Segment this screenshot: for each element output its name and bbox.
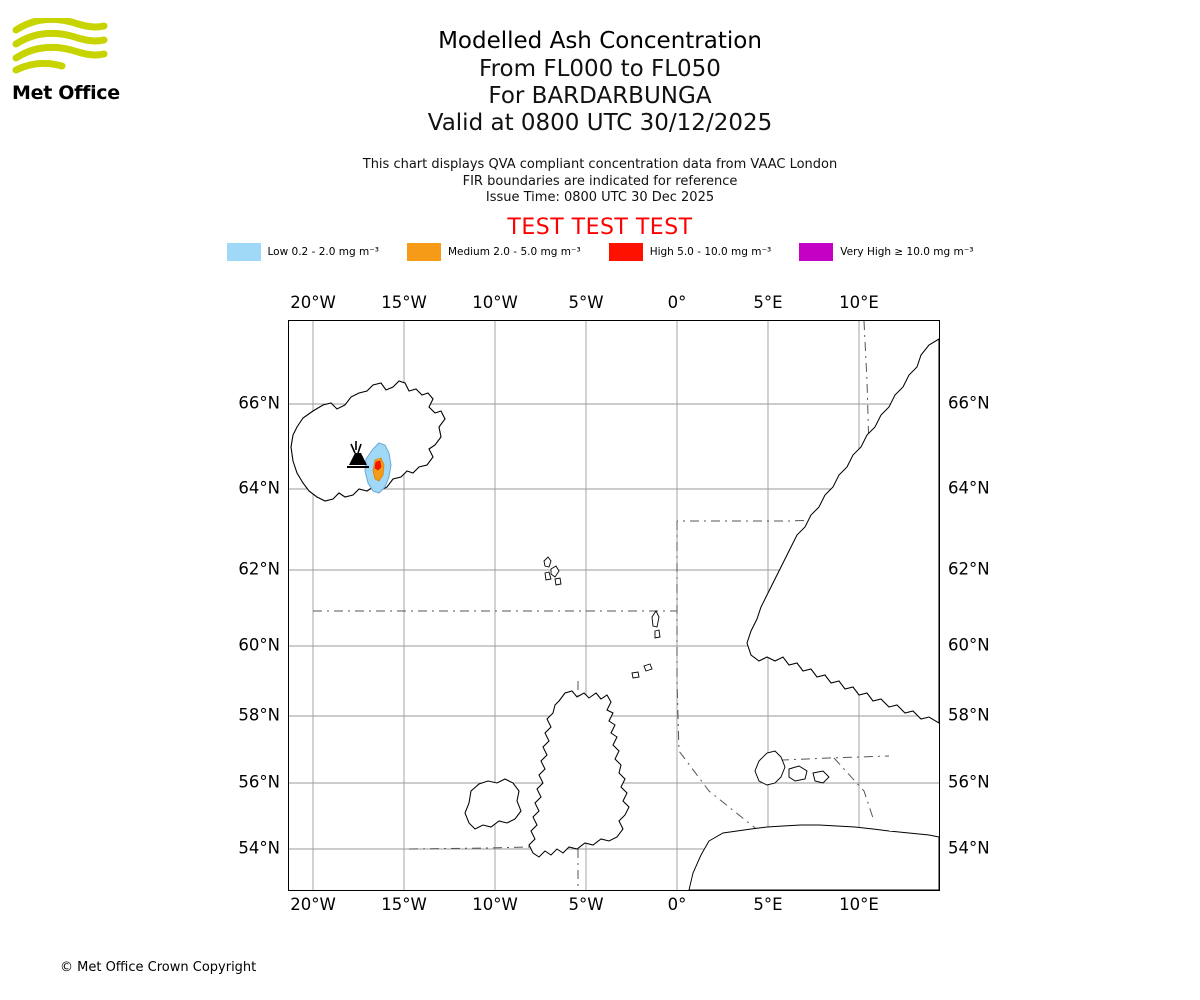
lon-label-bottom-20w: 20°W bbox=[290, 895, 336, 914]
lon-label-top-5w: 5°W bbox=[568, 293, 604, 312]
lat-label-right-66n: 66°N bbox=[948, 393, 990, 413]
page-title: Modelled Ash Concentration bbox=[438, 28, 762, 54]
lon-label-top-10e: 10°E bbox=[839, 293, 879, 312]
legend-swatch-high bbox=[609, 243, 643, 261]
legend-label-high: High 5.0 - 10.0 mg m⁻³ bbox=[649, 246, 772, 258]
lat-label-left-54n: 54°N bbox=[238, 838, 280, 858]
lat-label-right-54n: 54°N bbox=[948, 838, 990, 858]
lat-label-right-64n: 64°N bbox=[948, 478, 990, 498]
copyright-notice: © Met Office Crown Copyright bbox=[60, 960, 257, 975]
coastline-shetland bbox=[632, 611, 660, 678]
legend-label-low: Low 0.2 - 2.0 mg m⁻³ bbox=[267, 246, 379, 258]
coastline-faroes bbox=[544, 557, 561, 585]
lat-label-right-62n: 62°N bbox=[948, 559, 990, 579]
lon-label-bottom-15w: 15°W bbox=[381, 895, 427, 914]
title-flight-levels: From FL000 to FL050 bbox=[479, 56, 721, 82]
lat-label-right-56n: 56°N bbox=[948, 772, 990, 792]
legend-swatch-low bbox=[227, 243, 261, 261]
lon-label-bottom-5e: 5°E bbox=[753, 895, 783, 914]
lon-label-bottom-10w: 10°W bbox=[472, 895, 518, 914]
lat-label-left-64n: 64°N bbox=[238, 478, 280, 498]
lon-label-top-20w: 20°W bbox=[290, 293, 336, 312]
legend-item-low bbox=[227, 243, 379, 261]
concentration-legend bbox=[0, 243, 1200, 261]
coastline-continent bbox=[689, 825, 939, 890]
subtitle-fir: FIR boundaries are indicated for reference bbox=[462, 173, 738, 189]
lat-label-left-62n: 62°N bbox=[238, 559, 280, 579]
legend-swatch-medium bbox=[407, 243, 441, 261]
subtitle-qva: This chart displays QVA compliant concentration data from VAAC London bbox=[362, 157, 838, 172]
legend-label-medium: Medium 2.0 - 5.0 mg m⁻³ bbox=[447, 246, 581, 258]
lat-label-left-58n: 58°N bbox=[238, 705, 280, 725]
lat-label-right-58n: 58°N bbox=[948, 705, 990, 725]
test-banner: TEST TEST TEST bbox=[507, 215, 693, 240]
map-canvas bbox=[289, 321, 939, 890]
legend-item-high bbox=[609, 243, 772, 261]
legend-item-medium bbox=[407, 243, 581, 261]
legend-swatch-very-high bbox=[799, 243, 833, 261]
subtitle-issue-time: Issue Time: 0800 UTC 30 Dec 2025 bbox=[485, 190, 715, 205]
lat-label-left-60n: 60°N bbox=[238, 635, 280, 655]
lon-label-bottom-0: 0° bbox=[667, 895, 687, 914]
lon-label-top-0: 0° bbox=[667, 293, 687, 312]
lon-label-top-5e: 5°E bbox=[753, 293, 783, 312]
title-volcano: For BARDARBUNGA bbox=[488, 83, 712, 109]
coastline-denmark bbox=[755, 751, 829, 785]
lat-label-left-56n: 56°N bbox=[238, 772, 280, 792]
coastline-scandinavia bbox=[747, 339, 939, 723]
chart-title-block bbox=[0, 26, 1200, 137]
ash-concentration-map[interactable] bbox=[288, 320, 940, 891]
met-office-logo-text: Met Office bbox=[12, 82, 120, 104]
lat-label-right-60n: 60°N bbox=[948, 635, 990, 655]
title-valid-time: Valid at 0800 UTC 30/12/2025 bbox=[427, 110, 773, 136]
lon-label-top-15w: 15°W bbox=[381, 293, 427, 312]
lon-label-bottom-5w: 5°W bbox=[568, 895, 604, 914]
lat-label-left-66n: 66°N bbox=[238, 393, 280, 413]
lon-label-bottom-10e: 10°E bbox=[839, 895, 879, 914]
lon-label-top-10w: 10°W bbox=[472, 293, 518, 312]
legend-label-very-high: Very High ≥ 10.0 mg m⁻³ bbox=[840, 246, 974, 258]
chart-subtitle-block bbox=[0, 157, 1200, 207]
legend-item-very-high bbox=[799, 243, 973, 261]
